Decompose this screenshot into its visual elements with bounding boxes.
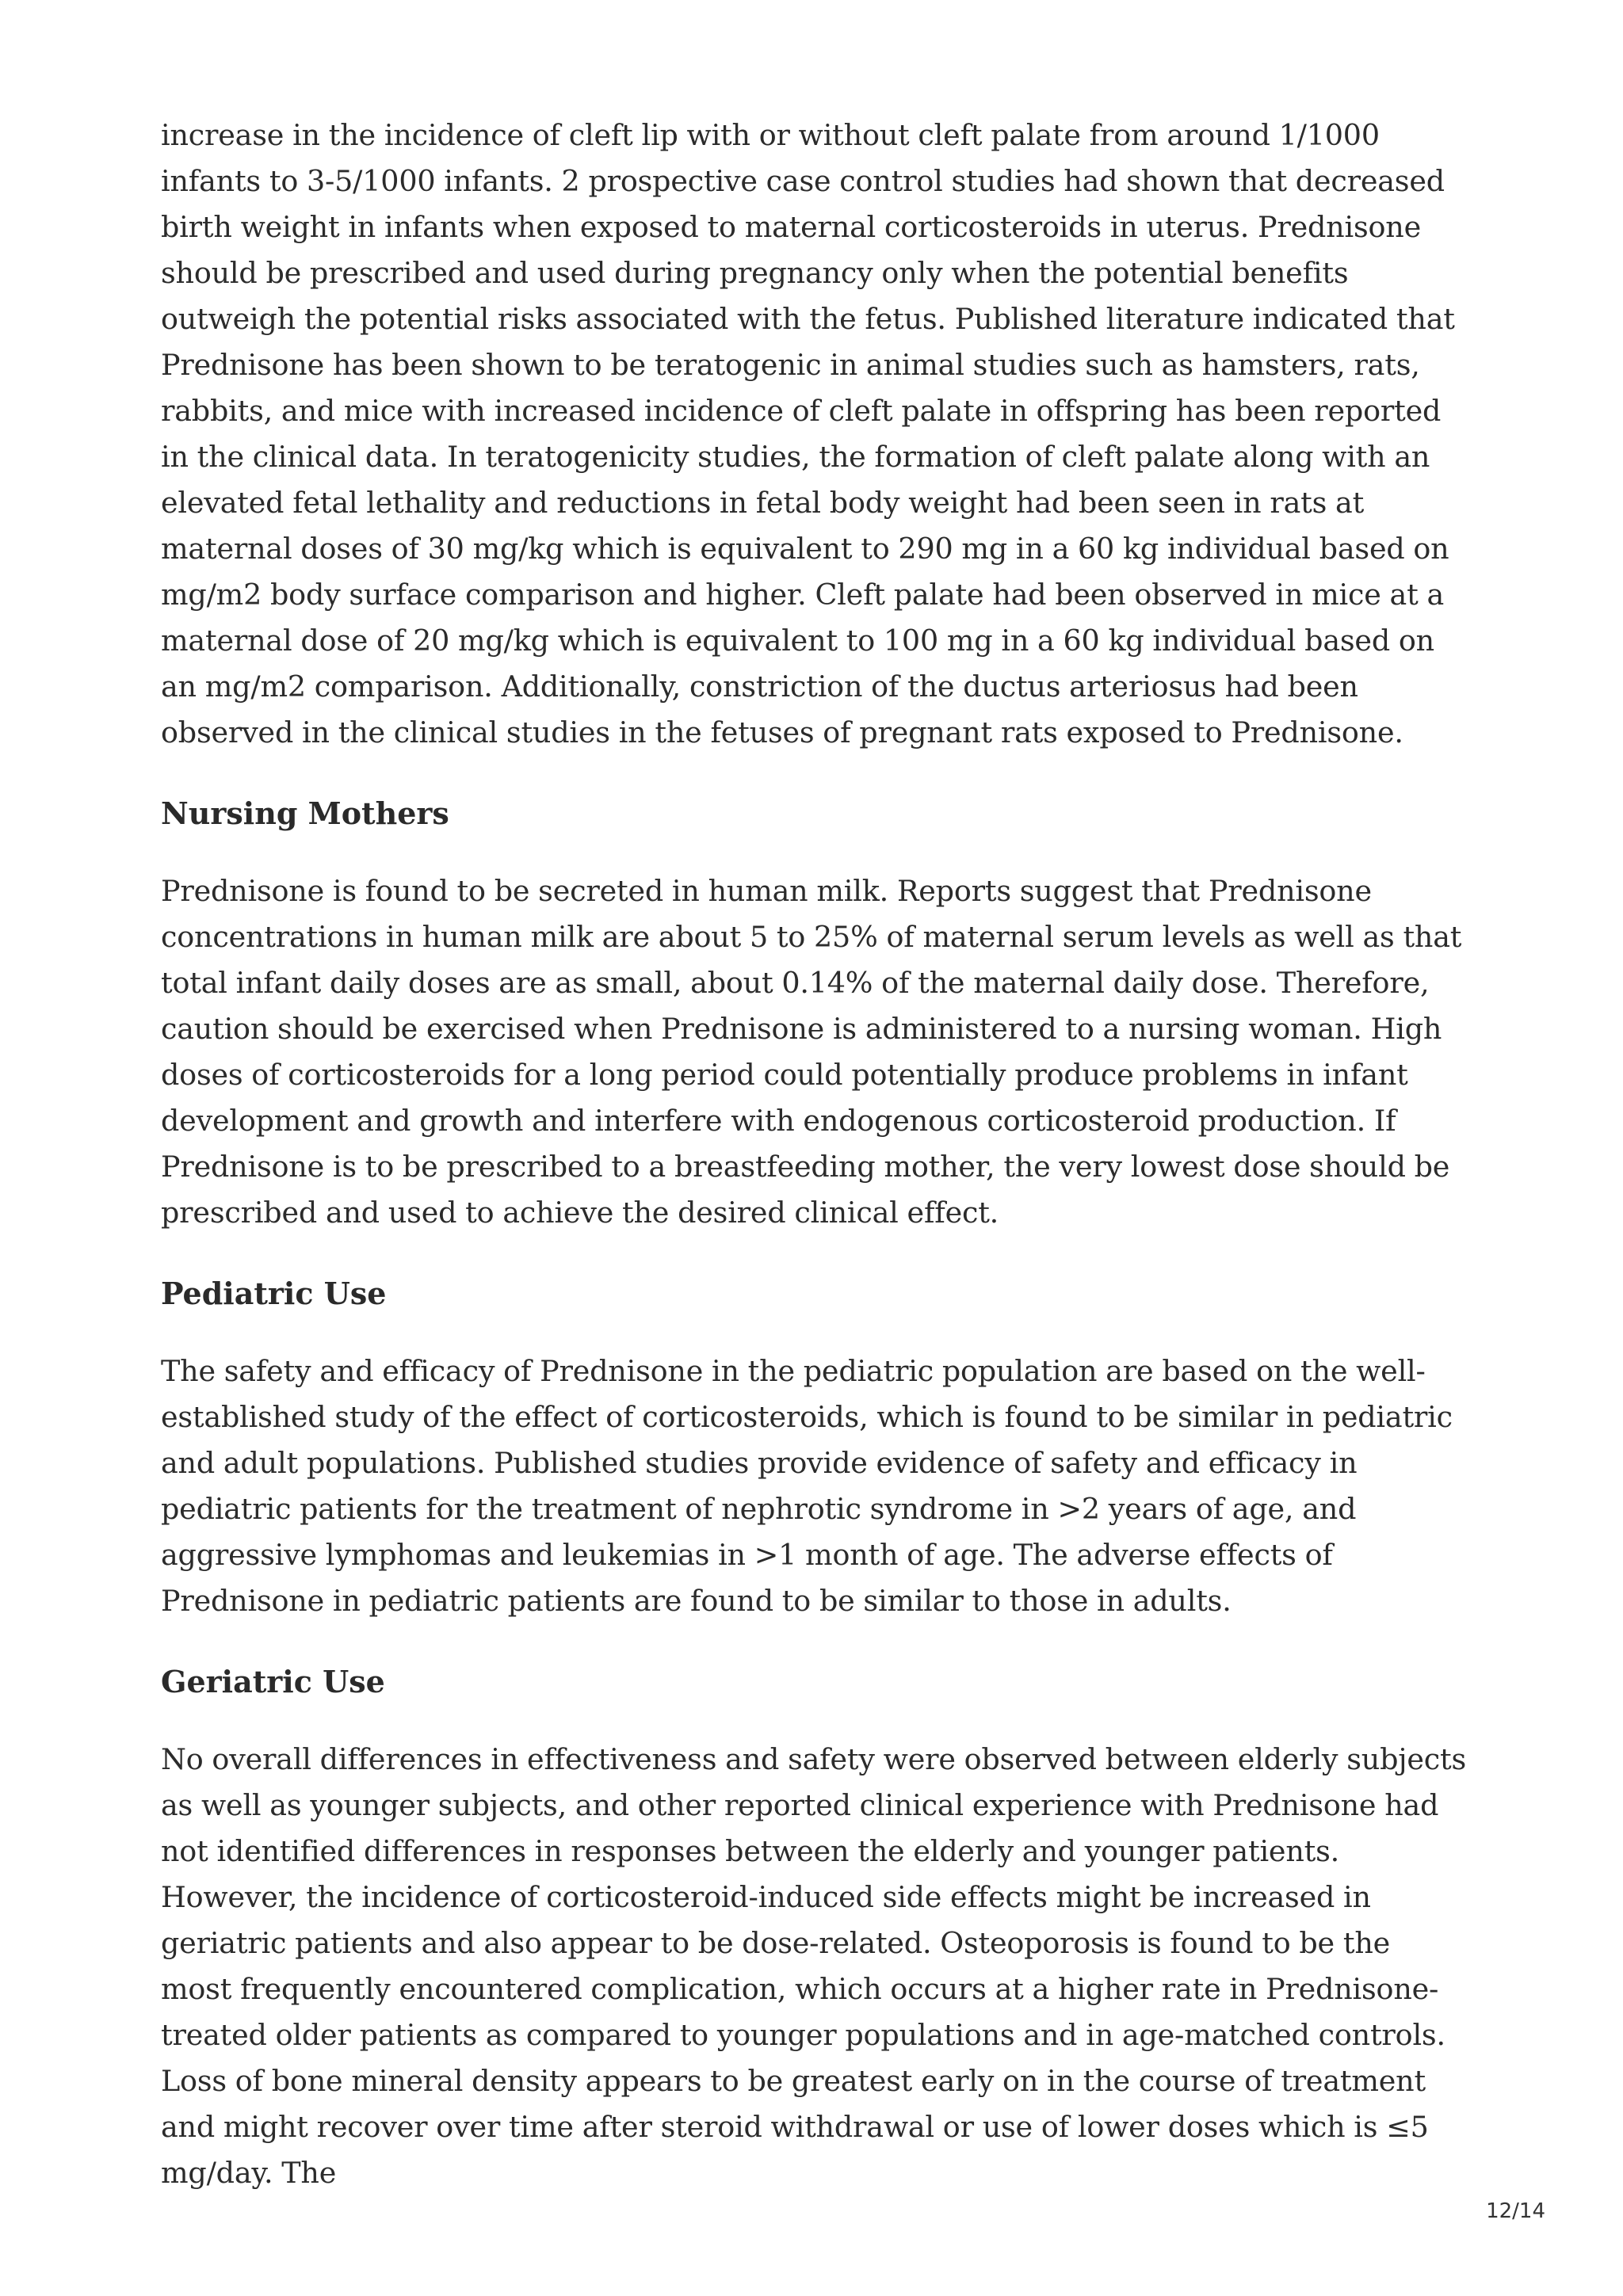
section-body-geriatric-use: No overall differences in effectiveness and safety were observed between elderly subjects as well as younger subjects, and other reported clinical experience with Prednisone had not identified differences in responses between the elderly and younger patients. However, the incidence of corticosteroid-induced side effects might be increased in geriatric patients and also appear to be dose-related. Osteoporosis is found to be the most frequently encountered complication, which occurs at a higher rate in Prednisone-treated older patients as compared to younger populations and in age-matched controls. Loss of bone mineral density appears to be greatest early on in the course of treatment and might recover over time after steroid withdrawal or use of lower doses which is ≤5 mg/day. The (161, 1742, 1467, 2190)
intro-paragraph: increase in the incidence of cleft lip with or without cleft palate from around 1/1000 infants to 3-5/1000 infants. 2 prospective case control studies had shown that decreased birth weight in infants when exposed to maternal corticosteroids in uterus. Prednisone should be prescribed and used during pregnancy only when the potential benefits outweigh the potential risks associated with the fetus. Published literature indicated that Prednisone has been shown to be teratogenic in animal studies such as hamsters, rats, rabbits, and mice with increased incidence of cleft palate in offspring has been reported in the clinical data. In teratogenicity studies, the formation of cleft palate along with an elevated fetal lethality and reductions in fetal body weight had been seen in rats at maternal doses of 30 mg/kg which is equivalent to 290 mg in a 60 kg individual based on mg/m2 body surface comparison and higher. Cleft palate had been observed in mice at a maternal dose of 20 mg/kg which is equivalent to 100 mg in a 60 kg individual based on an mg/m2 comparison. Additionally, constriction of the ductus arteriosus had been observed in the clinical studies in the fetuses of pregnant rats exposed to Prednisone. (161, 118, 1455, 749)
section-heading-pediatric-use: Pediatric Use (161, 1276, 387, 1311)
section-heading-geriatric-use: Geriatric Use (161, 1664, 385, 1699)
section-heading-nursing-mothers: Nursing Mothers (161, 795, 449, 831)
page-number: 12/14 (1486, 2199, 1545, 2223)
document-page (161, 113, 1468, 2231)
section-body-nursing-mothers: Prednisone is found to be secreted in human milk. Reports suggest that Prednisone concentrations in human milk are about 5 to 25% of maternal serum levels as well as that total infant daily doses are as small, about 0.14% of the maternal daily dose. Therefore, caution should be exercised when Prednisone is administered to a nursing woman. High doses of corticosteroids for a long period could potentially produce problems in infant development and growth and interfere with endogenous corticosteroid production. If Prednisone is to be prescribed to a breastfeeding mother, the very lowest dose should be prescribed and used to achieve the desired clinical effect. (161, 874, 1462, 1230)
section-body-pediatric-use: The safety and efficacy of Prednisone in the pediatric population are based on the well-established study of the effect of corticosteroids, which is found to be similar in pediatric and adult populations. Published studies provide evidence of safety and efficacy in pediatric patients for the treatment of nephrotic syndrome in >2 years of age, and aggressive lymphomas and leukemias in >1 month of age. The adverse effects of Prednisone in pediatric patients are found to be similar to those in adults. (161, 1354, 1453, 1618)
